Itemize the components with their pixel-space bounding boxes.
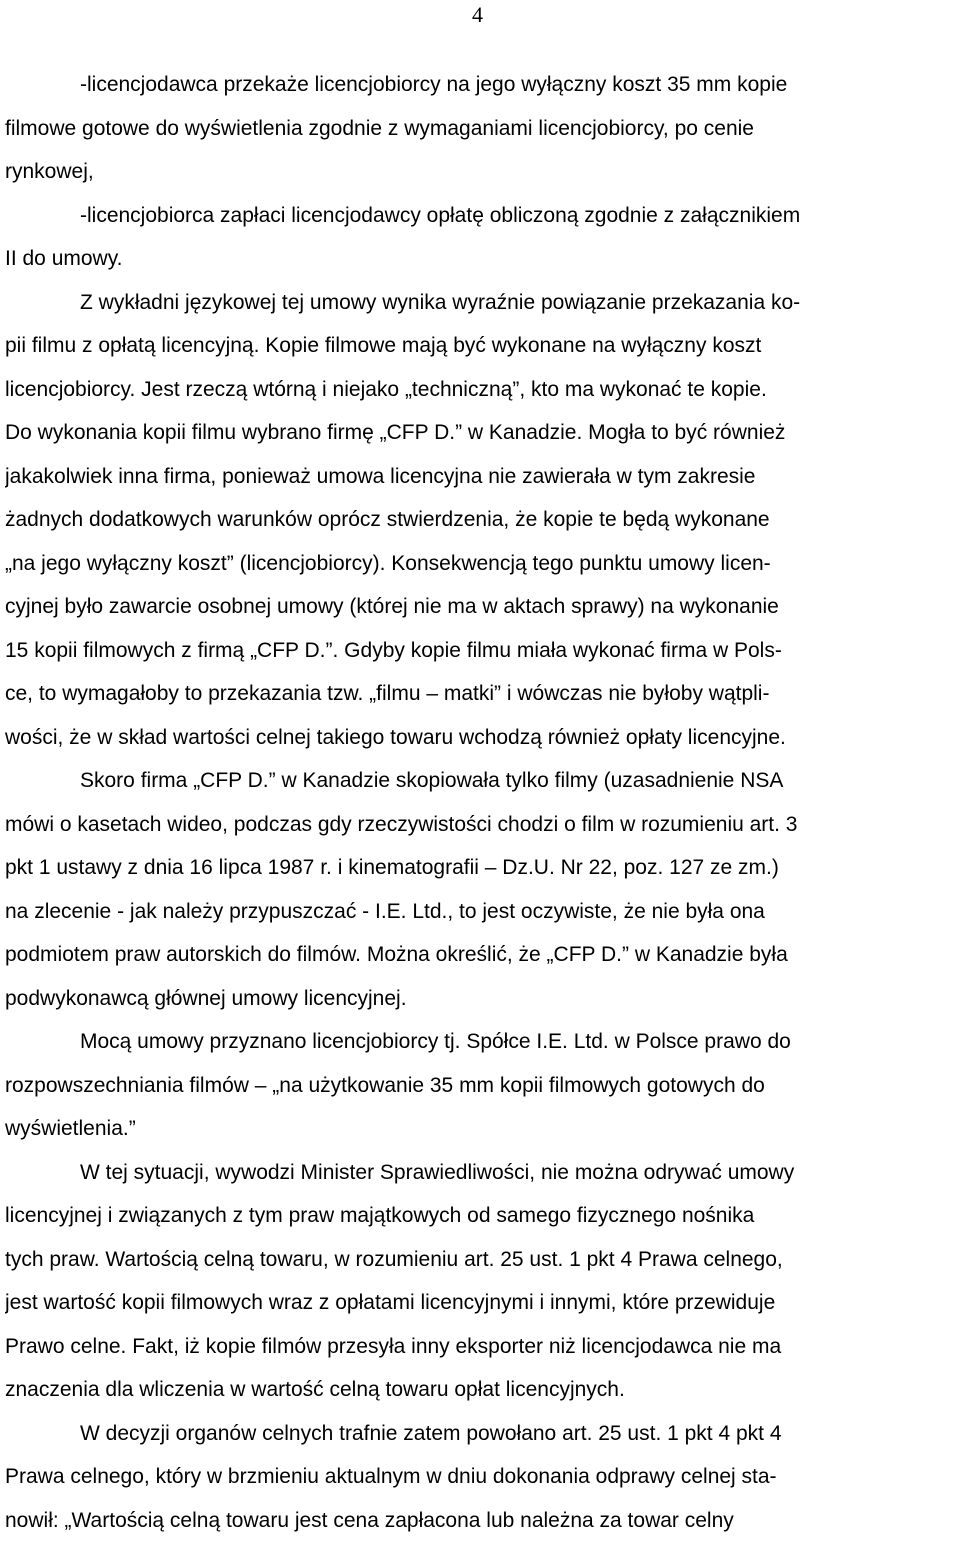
text-line: nowił: „Wartością celną towaru jest cena zapłacona lub należna za towar celny <box>5 1508 734 1532</box>
text-line: jest wartość kopii filmowych wraz z opłatami licencyjnymi i innymi, które przewiduje <box>5 1291 776 1314</box>
text-line: znaczenia dla wliczenia w wartość celną towaru opłat licencyjnych. <box>5 1378 625 1401</box>
text-line: mówi o kasetach wideo, podczas gdy rzeczywistości chodzi o film w rozumieniu art. 3 <box>5 812 798 836</box>
text-line: rynkowej, <box>5 160 94 183</box>
text-line: pkt 1 ustawy z dnia 16 lipca 1987 r. i kinematografii – Dz.U. Nr 22, poz. 127 ze zm.) <box>5 856 779 879</box>
document-body <box>5 63 955 1542</box>
text-line: Do wykonania kopii filmu wybrano firmę „CFP D.” w Kanadzie. Mogła to być również <box>5 421 786 444</box>
text-line: Z wykładni językowej tej umowy wynika wyraźnie powiązanie przekazania ko- <box>80 290 801 314</box>
text-line: „na jego wyłączny koszt” (licencjobiorcy). Konsekwencją tego punktu umowy licen- <box>5 551 771 575</box>
text-line: licencjobiorcy. Jest rzeczą wtórną i niejako „techniczną”, kto ma wykonać te kopie. <box>5 377 767 401</box>
text-line: na zlecenie - jak należy przypuszczać - I.E. Ltd., to jest oczywiste, że nie była ona <box>5 899 765 923</box>
page-number: 4 <box>472 2 483 27</box>
text-line: Prawo celne. Fakt, iż kopie filmów przesyła inny eksporter niż licencjodawca nie ma <box>5 1334 782 1358</box>
text-line: W decyzji organów celnych trafnie zatem powołano art. 25 ust. 1 pkt 4 pkt 4 <box>80 1421 782 1445</box>
text-line: podmiotem praw autorskich do filmów. Można określić, że „CFP D.” w Kanadzie była <box>5 943 788 966</box>
text-line: Mocą umowy przyznano licencjobiorcy tj. Spółce I.E. Ltd. w Polsce prawo do <box>80 1030 791 1053</box>
text-line: wości, że w skład wartości celnej takiego towaru wchodzą również opłaty licencyjne. <box>5 725 786 749</box>
text-line: licencyjnej i związanych z tym praw majątkowych od samego fizycznego nośnika <box>5 1204 755 1227</box>
text-line: 15 kopii filmowych z firmą „CFP D.”. Gdyby kopie filmu miała wykonać firma w Pols- <box>5 638 782 662</box>
text-line: II do umowy. <box>5 247 123 270</box>
text-line: filmowe gotowe do wyświetlenia zgodnie z wymaganiami licencjobiorcy, po cenie <box>5 116 754 140</box>
text-line: podwykonawcą głównej umowy licencyjnej. <box>5 986 407 1010</box>
text-line: -licencjobiorca zapłaci licencjodawcy opłatę obliczoną zgodnie z załącznikiem <box>80 203 801 227</box>
text-line: żadnych dodatkowych warunków oprócz stwierdzenia, że kopie te będą wykonane <box>5 508 770 531</box>
text-line: rozpowszechniania filmów – „na użytkowanie 35 mm kopii filmowych gotowych do <box>5 1073 765 1097</box>
text-line: W tej sytuacji, wywodzi Minister Sprawiedliwości, nie można odrywać umowy <box>80 1160 795 1184</box>
text-line: Skoro firma „CFP D.” w Kanadzie skopiowała tylko filmy (uzasadnienie NSA <box>80 769 784 792</box>
text-line: pii filmu z opłatą licencyjną. Kopie filmowe mają być wykonane na wyłączny koszt <box>5 334 762 357</box>
text-line: ce, to wymagałoby to przekazania tzw. „filmu – matki” i wówczas nie byłoby wątpli- <box>5 682 770 705</box>
text-line: cyjnej było zawarcie osobnej umowy (której nie ma w aktach sprawy) na wykonanie <box>5 595 779 618</box>
text-line: wyświetlenia.” <box>5 1117 136 1140</box>
text-line: -licencjodawca przekaże licencjobiorcy na jego wyłączny koszt 35 mm kopie <box>80 73 788 96</box>
text-line: tych praw. Wartością celną towaru, w rozumieniu art. 25 ust. 1 pkt 4 Prawa celnego, <box>5 1247 783 1271</box>
text-line: jakakolwiek inna firma, ponieważ umowa licencyjna nie zawierała w tym zakresie <box>5 464 756 488</box>
text-line: Prawa celnego, który w brzmieniu aktualnym w dniu dokonania odprawy celnej sta- <box>5 1465 777 1488</box>
